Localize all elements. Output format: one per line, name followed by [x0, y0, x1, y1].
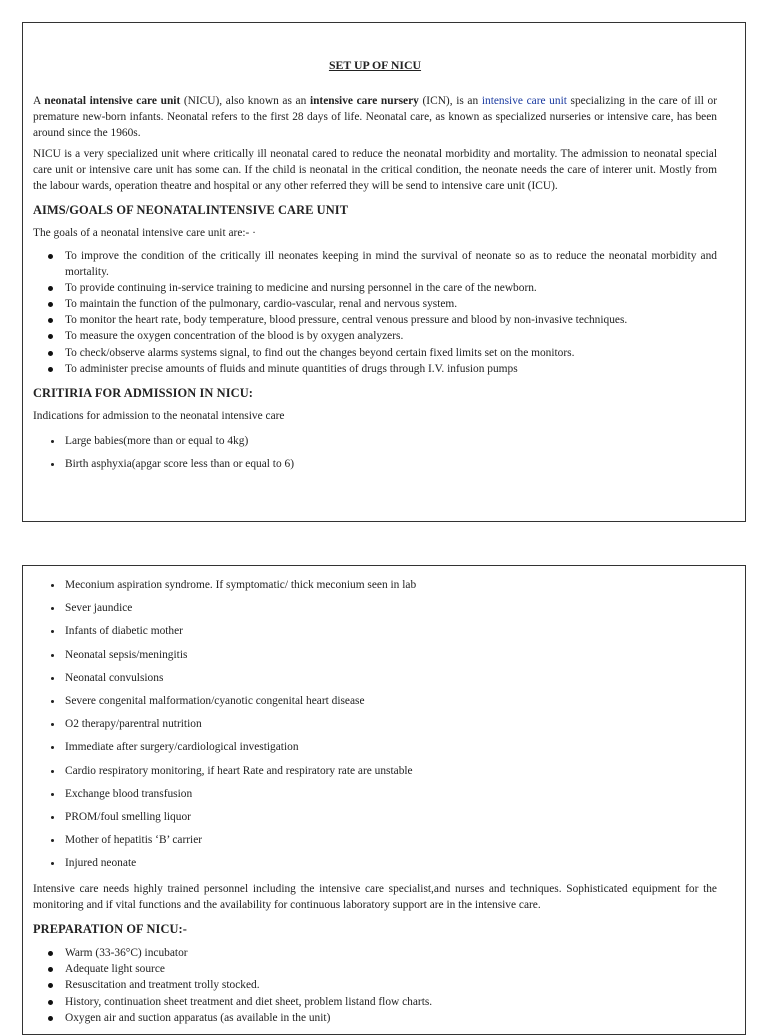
- list-item: Mother of hepatitis ‘B’ carrier: [33, 830, 717, 853]
- list-item: Oxygen air and suction apparatus (as available in the unit): [33, 1010, 717, 1026]
- list-item: Infants of diabetic mother: [33, 621, 717, 644]
- criteria-list-continued: [33, 575, 717, 876]
- list-item: Large babies(more than or equal to 4kg): [33, 431, 717, 455]
- list-item: Exchange blood transfusion: [33, 784, 717, 807]
- list-item: Adequate light source: [33, 961, 717, 977]
- aims-heading: AIMS/GOALS OF NEONATALINTENSIVE CARE UNIT: [33, 202, 349, 217]
- list-item: Neonatal sepsis/meningitis: [33, 645, 717, 668]
- list-item: To provide continuing in-service training to medicine and nursing personnel in the care of the newborn.: [33, 280, 717, 296]
- list-item: To check/observe alarms systems signal, to find out the changes beyond certain fixed limits set on the monitors.: [33, 345, 717, 361]
- intensive-care-unit-link[interactable]: intensive care unit: [481, 95, 567, 108]
- list-item: O2 therapy/parentral nutrition: [33, 714, 717, 737]
- intensive-care-paragraph: Intensive care needs highly trained personnel including the intensive care specialist,and nurses and techniques. Sophisticated equipment for the monitoring and if vital functions and the availability for continuous laboratory support are in the intensive care.: [33, 883, 717, 912]
- page-title: SET UP OF NICU: [328, 58, 422, 72]
- criteria-list: [33, 431, 717, 478]
- list-item: To improve the condition of the critically ill neonates keeping in mind the survival of neonate so as to reduce the neonatal morbidity and mortality.: [33, 248, 717, 280]
- list-item: Warm (33-36°C) incubator: [33, 945, 717, 961]
- list-item: Injured neonate: [33, 853, 717, 876]
- document-page-1: [22, 22, 746, 522]
- list-item: Resuscitation and treatment trolly stocked.: [33, 977, 717, 993]
- aims-list: [33, 248, 717, 378]
- criteria-heading: CRITIRIA FOR ADMISSION IN NICU:: [33, 386, 253, 401]
- list-item: Severe congenital malformation/cyanotic congenital heart disease: [33, 691, 717, 714]
- intro-paragraph-1: A neonatal intensive care unit (NICU), also known as an intensive care nursery (ICN), is an intensive care unit specializing in the care of ill or premature new-born infants. Neonatal refers to the first 28 days of life. Neonatal care, as known as specialized nurseries or intensive care, has been around since the 1960s.: [33, 95, 717, 139]
- list-item: History, continuation sheet treatment and diet sheet, problem listand flow charts.: [33, 994, 717, 1010]
- intro-paragraph-2: NICU is a very specialized unit where critically ill neonatal cared to reduce the neonatal morbidity and mortality. The admission to neonatal special care unit or intensive care unit has some can. If the child is neonatal in the critical condition, the neonate needs the care of interer unit. Mostly from the labour wards, operation theatre and hospital or any other referred they will be send to intensive care unit (ICU).: [33, 148, 717, 192]
- list-item: Neonatal convulsions: [33, 668, 717, 691]
- list-item: Meconium aspiration syndrome. If symptomatic/ thick meconium seen in lab: [33, 575, 717, 598]
- document-page-2: [22, 565, 746, 1035]
- list-item: Birth asphyxia(apgar score less than or equal to 6): [33, 454, 717, 478]
- aims-intro: The goals of a neonatal intensive care unit are:- ·: [33, 226, 256, 239]
- criteria-intro: Indications for admission to the neonatal intensive care: [33, 410, 285, 423]
- list-item: PROM/foul smelling liquor: [33, 807, 717, 830]
- list-item: To monitor the heart rate, body temperature, blood pressure, central venous pressure and blood by non-invasive techniques.: [33, 312, 717, 328]
- preparation-heading: PREPARATION OF NICU:-: [33, 921, 187, 936]
- list-item: To maintain the function of the pulmonary, cardio-vascular, renal and nervous system.: [33, 296, 717, 312]
- list-item: To measure the oxygen concentration of the blood is by oxygen analyzers.: [33, 328, 717, 344]
- list-item: Immediate after surgery/cardiological investigation: [33, 737, 717, 760]
- list-item: To administer precise amounts of fluids and minute quantities of drugs through I.V. infusion pumps: [33, 361, 717, 377]
- list-item: Cardio respiratory monitoring, if heart Rate and respiratory rate are unstable: [33, 761, 717, 784]
- preparation-list: [33, 945, 717, 1026]
- list-item: Sever jaundice: [33, 598, 717, 621]
